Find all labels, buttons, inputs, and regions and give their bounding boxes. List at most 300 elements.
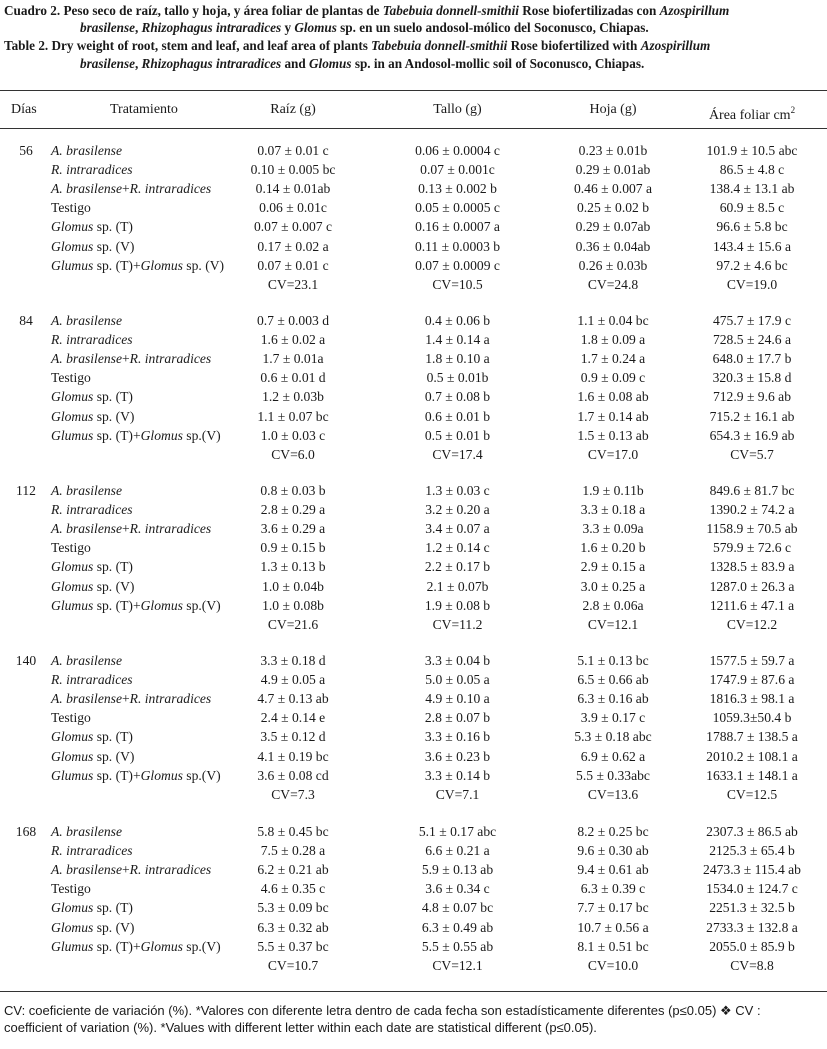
area-cell: 2733.3 ± 132.8 a — [706, 919, 798, 935]
treatment-text: + — [132, 257, 141, 273]
treatment-italic: Glumus — [51, 257, 94, 273]
treatment-cell — [51, 330, 133, 349]
table-row — [0, 368, 827, 387]
table-row — [0, 596, 827, 615]
caption-en-text: Rose biofertilized with — [507, 38, 641, 54]
hoja-cell: 3.0 ± 0.25 a — [580, 578, 646, 594]
raiz-cell: 0.07 ± 0.01 c — [257, 257, 329, 273]
tallo-cell: 0.05 ± 0.0005 c — [415, 200, 500, 216]
treatment-text: Testigo — [51, 881, 91, 897]
raiz-cell: 2.4 ± 0.14 e — [260, 710, 326, 726]
cv-cell: CV=10.5 — [432, 276, 483, 292]
area-cell: 2251.3 ± 32.5 b — [709, 900, 795, 916]
tallo-cell: 1.8 ± 0.10 a — [425, 351, 490, 367]
area-cell: 101.9 ± 10.5 abc — [706, 143, 798, 158]
hoja-cell: 0.26 ± 0.03b — [578, 257, 648, 273]
cv-cell: CV=5.7 — [730, 446, 774, 462]
cv-cell: CV=12.1 — [587, 616, 639, 632]
tallo-cell: 2.1 ± 0.07b — [426, 578, 489, 594]
caption-es-text: Cuadro 2. Peso seco de raíz, tallo y hoja, y área foliar de plantas de — [4, 3, 383, 18]
hoja-cell: 0.25 ± 0.02 b — [576, 200, 650, 216]
tallo-cell: 4.9 ± 0.10 a — [425, 691, 490, 707]
raiz-cell: 1.6 ± 0.02 a — [260, 332, 326, 348]
day-cell: 140 — [15, 653, 37, 668]
caption-en-text: , — [134, 55, 142, 71]
caption-en-text: sp. in an Andosol-mollic soil of Soconusco, Chiapas. — [351, 55, 645, 71]
area-cell: 2307.3 ± 86.5 ab — [706, 824, 798, 839]
raiz-cell: 4.1 ± 0.19 bc — [257, 748, 329, 764]
treatment-italic: Glumus — [51, 938, 94, 954]
caption-en — [4, 37, 824, 71]
treatment-cell — [51, 217, 133, 236]
area-cell: 138.4 ± 13.1 ab — [709, 181, 795, 197]
area-cell: 1158.9 ± 70.5 ab — [706, 521, 798, 537]
header-tratamiento: Tratamiento — [110, 102, 178, 117]
tallo-cell: 3.2 ± 0.20 a — [425, 502, 490, 518]
treatment-italic: R. intraradices — [129, 862, 212, 878]
treatment-italic: R. intraradices — [51, 672, 133, 688]
table-row — [0, 407, 827, 426]
footnote — [4, 1002, 824, 1036]
table-row — [0, 708, 827, 727]
treatment-text: Testigo — [51, 370, 91, 386]
cv-cell: CV=10.7 — [267, 957, 319, 973]
cv-cell: CV=11.2 — [432, 616, 483, 632]
treatment-italic: R. intraradices — [129, 691, 212, 707]
raiz-cell: 1.2 ± 0.03b — [262, 389, 324, 405]
caption-es-epithet: brasilense — [80, 20, 135, 36]
tallo-cell: 0.7 ± 0.08 b — [424, 389, 491, 405]
treatment-cell — [51, 368, 91, 387]
caption-en-genus: Azospirillum — [640, 38, 711, 54]
table-row — [0, 747, 827, 766]
treatment-italic: Glomus — [51, 919, 94, 935]
header-raiz: Raíz (g) — [270, 102, 316, 117]
treatment-cell — [51, 596, 221, 615]
table-row — [0, 198, 827, 217]
treatment-text: sp. (V) — [93, 238, 135, 254]
caption-es-text: y — [281, 20, 295, 36]
table-row — [0, 766, 827, 785]
area-cell: 712.9 ± 9.6 ab — [712, 389, 792, 405]
header-dias: Días — [11, 102, 37, 117]
hoja-cell: 3.3 ± 0.18 a — [580, 502, 646, 518]
cv-cell: CV=21.6 — [267, 616, 319, 632]
raiz-cell: 4.6 ± 0.35 c — [260, 881, 326, 897]
tallo-cell: 0.13 ± 0.002 b — [418, 181, 497, 197]
treatment-text: sp. (V) — [93, 408, 135, 424]
table-row — [0, 557, 827, 576]
treatment-cell — [51, 237, 134, 256]
treatment-cell — [51, 898, 133, 917]
treatment-italic: R. intraradices — [51, 843, 133, 859]
area-cell: 143.4 ± 15.6 a — [712, 238, 792, 254]
day-cell: 112 — [16, 483, 36, 498]
treatment-italic: Glumus — [51, 427, 94, 443]
hoja-cell: 1.7 ± 0.14 ab — [577, 408, 649, 424]
raiz-cell: 0.07 ± 0.01 c — [257, 143, 329, 158]
raiz-cell: 0.9 ± 0.15 b — [260, 540, 326, 556]
treatment-cell — [51, 918, 134, 937]
table-row — [0, 727, 827, 746]
bottom-rule — [0, 991, 827, 992]
area-cell: 2473.3 ± 115.4 ab — [703, 862, 801, 878]
treatment-italic: Glomus — [140, 938, 183, 954]
treatment-cell — [51, 708, 91, 727]
raiz-cell: 0.17 ± 0.02 a — [257, 238, 329, 254]
raiz-cell: 1.0 ± 0.08b — [262, 597, 324, 613]
treatment-italic: R. intraradices — [129, 351, 212, 367]
table-row — [0, 689, 827, 708]
table-row — [0, 141, 827, 160]
treatment-text: sp. (T) — [93, 597, 133, 613]
treatment-cell — [51, 841, 133, 860]
hoja-cell: 6.5 ± 0.66 ab — [577, 672, 649, 688]
area-cell: 1633.1 ± 148.1 a — [706, 767, 798, 783]
treatment-cell — [51, 500, 133, 519]
raiz-cell: 0.14 ± 0.01ab — [255, 181, 331, 197]
treatment-italic: A. brasilense — [51, 351, 122, 367]
table-row — [0, 256, 827, 275]
hoja-cell: 7.7 ± 0.17 bc — [577, 900, 649, 916]
treatment-cell — [51, 670, 133, 689]
area-cell: 1816.3 ± 98.1 a — [709, 691, 795, 707]
hoja-cell: 1.6 ± 0.20 b — [580, 540, 646, 556]
treatment-italic: R. intraradices — [129, 181, 212, 197]
table-row — [0, 651, 827, 670]
cv-cell: CV=12.2 — [726, 616, 778, 632]
day-cell: 84 — [19, 313, 33, 328]
treatment-text: Testigo — [51, 540, 91, 556]
treatment-italic: Glomus — [140, 427, 183, 443]
treatment-italic: Glumus — [51, 767, 94, 783]
raiz-cell: 0.10 ± 0.005 bc — [250, 162, 336, 178]
cv-cell: CV=13.6 — [587, 786, 639, 802]
area-cell: 1788.7 ± 138.5 a — [706, 729, 798, 745]
tallo-cell: 0.16 ± 0.0007 a — [415, 219, 500, 235]
treatment-text: sp. (V) — [182, 257, 225, 273]
tallo-cell: 2.2 ± 0.17 b — [424, 559, 491, 575]
treatment-text: sp. (T) — [93, 900, 133, 916]
treatment-text: sp. (V) — [93, 919, 135, 935]
raiz-cell: 0.06 ± 0.01c — [259, 200, 327, 216]
treatment-italic: A. brasilense — [51, 824, 122, 839]
treatment-cell — [51, 481, 122, 500]
area-cell: 86.5 ± 4.8 c — [719, 162, 785, 178]
caption-es-glomus: Glomus — [294, 20, 337, 36]
area-cell: 1390.2 ± 74.2 a — [709, 502, 795, 518]
raiz-cell: 2.8 ± 0.29 a — [260, 502, 326, 518]
treatment-italic: Glomus — [51, 238, 94, 254]
treatment-cell — [51, 426, 221, 445]
hoja-cell: 1.9 ± 0.11b — [582, 483, 644, 498]
hoja-cell: 10.7 ± 0.56 a — [577, 919, 649, 935]
treatment-text: Testigo — [51, 200, 91, 216]
treatment-text: sp. (T) — [93, 729, 133, 745]
treatment-text: + — [132, 597, 141, 613]
area-cell: 97.2 ± 4.6 bc — [716, 257, 788, 273]
treatment-cell — [51, 311, 122, 330]
table-caption — [4, 2, 824, 73]
treatment-cell — [51, 349, 211, 368]
cv-row — [0, 275, 827, 294]
tallo-cell: 0.5 ± 0.01 b — [424, 427, 491, 443]
raiz-cell: 1.0 ± 0.04b — [262, 578, 324, 594]
hoja-cell: 9.6 ± 0.30 ab — [577, 843, 649, 859]
table-row — [0, 841, 827, 860]
table-row — [0, 311, 827, 330]
area-cell: 648.0 ± 17.7 b — [712, 351, 792, 367]
cv-cell: CV=7.3 — [271, 786, 315, 802]
table-row — [0, 937, 827, 956]
cv-cell: CV=12.5 — [726, 786, 778, 802]
area-cell: 715.2 ± 16.1 ab — [709, 408, 795, 424]
tallo-cell: 4.8 ± 0.07 bc — [421, 900, 494, 916]
table-row — [0, 160, 827, 179]
treatment-cell — [51, 822, 122, 841]
tallo-cell: 3.6 ± 0.34 c — [425, 881, 490, 897]
caption-en-text: and — [281, 55, 310, 71]
cv-cell: CV=23.1 — [267, 276, 319, 292]
treatment-cell — [51, 727, 133, 746]
tallo-cell: 0.06 ± 0.0004 c — [415, 143, 500, 158]
table-row — [0, 387, 827, 406]
table-row — [0, 481, 827, 500]
tallo-cell: 0.6 ± 0.01 b — [424, 408, 491, 424]
table-row — [0, 217, 827, 236]
area-cell: 1287.0 ± 26.3 a — [709, 578, 795, 594]
tallo-cell: 1.4 ± 0.14 a — [425, 332, 490, 348]
treatment-italic: Glomus — [140, 767, 183, 783]
treatment-cell — [51, 179, 211, 198]
area-cell: 320.3 ± 15.8 d — [712, 370, 792, 386]
caption-en-rhizo: Rhizophagus intraradices — [141, 55, 282, 71]
treatment-italic: R. intraradices — [51, 502, 133, 518]
tallo-cell: 5.9 ± 0.13 ab — [421, 862, 494, 878]
raiz-cell: 7.5 ± 0.28 a — [260, 843, 326, 859]
treatment-text: sp.(V) — [182, 938, 221, 954]
treatment-italic: A. brasilense — [51, 691, 122, 707]
tallo-cell: 6.6 ± 0.21 a — [425, 843, 490, 859]
header-area-foliar — [690, 100, 814, 126]
treatment-cell — [51, 141, 122, 160]
table-row — [0, 330, 827, 349]
header-area-text: Área foliar cm — [708, 108, 791, 123]
area-cell: 2055.0 ± 85.9 b — [709, 938, 795, 954]
treatment-cell — [51, 557, 133, 576]
cv-cell: CV=17.4 — [432, 446, 483, 462]
treatment-italic: Glomus — [51, 219, 94, 235]
hoja-cell: 1.6 ± 0.08 ab — [577, 389, 649, 405]
tallo-cell: 2.8 ± 0.07 b — [424, 710, 491, 726]
raiz-cell: 1.7 ± 0.01a — [262, 351, 324, 367]
caption-es-genus: Azospirillum — [659, 3, 730, 18]
treatment-italic: Glomus — [140, 257, 183, 273]
cv-cell: CV=24.8 — [587, 276, 639, 292]
treatment-text: + — [121, 181, 130, 197]
table-row — [0, 860, 827, 879]
treatment-text: sp. (T) — [93, 427, 133, 443]
treatment-italic: Glomus — [51, 900, 94, 916]
raiz-cell: 5.8 ± 0.45 bc — [257, 824, 329, 839]
caption-es-text: sp. en un suelo andosol-mólico del Soconusco, Chiapas. — [336, 20, 649, 36]
tallo-cell: 3.3 ± 0.04 b — [424, 653, 491, 668]
treatment-text: sp. (T) — [93, 559, 133, 575]
raiz-cell: 3.6 ± 0.29 a — [260, 521, 326, 537]
area-cell: 654.3 ± 16.9 ab — [709, 427, 795, 443]
treatment-italic: Glomus — [51, 389, 94, 405]
raiz-cell: 1.3 ± 0.13 b — [260, 559, 326, 575]
tallo-cell: 5.0 ± 0.05 a — [425, 672, 490, 688]
treatment-cell — [51, 387, 133, 406]
table-row — [0, 538, 827, 557]
treatment-text: + — [121, 862, 130, 878]
tallo-cell: 3.4 ± 0.07 a — [425, 521, 490, 537]
treatment-text: sp.(V) — [182, 597, 221, 613]
hoja-cell: 2.8 ± 0.06a — [582, 597, 644, 613]
cv-cell: CV=10.0 — [587, 957, 639, 973]
hoja-cell: 3.9 ± 0.17 c — [580, 710, 646, 726]
tallo-cell: 0.07 ± 0.001c — [420, 162, 495, 178]
cv-row — [0, 956, 827, 975]
area-cell: 1577.5 ± 59.7 a — [709, 653, 795, 668]
treatment-italic: R. intraradices — [51, 162, 133, 178]
table-row — [0, 237, 827, 256]
area-cell: 60.9 ± 8.5 c — [719, 200, 785, 216]
tallo-cell: 3.3 ± 0.14 b — [424, 767, 491, 783]
raiz-cell: 4.9 ± 0.05 a — [260, 672, 326, 688]
table-row — [0, 519, 827, 538]
hoja-cell: 0.23 ± 0.01b — [578, 143, 648, 158]
area-cell: 1059.3±50.4 b — [712, 710, 792, 726]
footnote-line-1: CV: coeficiente de variación (%). *Valores con diferente letra dentro de cada fecha son estadísticamente diferentes (p≤0.05) ❖ CV : — [4, 1003, 761, 1018]
treatment-cell — [51, 689, 211, 708]
header-area-sup: 2 — [790, 105, 796, 115]
treatment-text: + — [121, 521, 130, 537]
treatment-text: sp. (T) — [93, 219, 133, 235]
hoja-cell: 1.7 ± 0.24 a — [580, 351, 646, 367]
treatment-cell — [51, 256, 224, 275]
day-cell: 168 — [15, 824, 37, 839]
table-row — [0, 179, 827, 198]
raiz-cell: 6.3 ± 0.32 ab — [257, 919, 329, 935]
tallo-cell: 0.07 ± 0.0009 c — [415, 257, 500, 273]
table-row — [0, 918, 827, 937]
hoja-cell: 0.46 ± 0.007 a — [573, 181, 653, 197]
treatment-italic: Glomus — [51, 578, 94, 594]
treatment-italic: Glomus — [51, 408, 94, 424]
cv-cell: CV=12.1 — [432, 957, 483, 973]
treatment-cell — [51, 766, 221, 785]
tallo-cell: 1.9 ± 0.08 b — [424, 597, 491, 613]
hoja-cell: 6.3 ± 0.39 c — [580, 881, 646, 897]
hoja-cell: 5.1 ± 0.13 bc — [577, 653, 649, 668]
area-cell: 475.7 ± 17.9 c — [712, 313, 792, 328]
treatment-cell — [51, 538, 91, 557]
raiz-cell: 4.7 ± 0.13 ab — [257, 691, 329, 707]
caption-es — [4, 2, 824, 36]
caption-es-text: Rose biofertilizadas con — [518, 3, 660, 18]
treatment-text: sp.(V) — [182, 767, 221, 783]
raiz-cell: 5.3 ± 0.09 bc — [257, 900, 329, 916]
treatment-italic: Glomus — [140, 597, 183, 613]
header-hoja: Hoja (g) — [589, 102, 637, 117]
treatment-italic: A. brasilense — [51, 521, 122, 537]
cv-row — [0, 445, 827, 464]
treatment-italic: A. brasilense — [51, 313, 122, 328]
tallo-cell: 5.5 ± 0.55 ab — [421, 938, 494, 954]
treatment-cell — [51, 519, 211, 538]
treatment-text: + — [121, 351, 130, 367]
treatment-text: + — [132, 938, 141, 954]
tallo-cell: 6.3 ± 0.49 ab — [421, 919, 494, 935]
table-row — [0, 670, 827, 689]
raiz-cell: 5.5 ± 0.37 bc — [257, 938, 329, 954]
raiz-cell: 0.7 ± 0.003 d — [256, 313, 330, 328]
hoja-cell: 1.1 ± 0.04 bc — [577, 313, 649, 328]
hoja-cell: 0.29 ± 0.07ab — [575, 219, 651, 235]
hoja-cell: 9.4 ± 0.61 ab — [577, 862, 649, 878]
area-cell: 1328.5 ± 83.9 a — [709, 559, 795, 575]
treatment-italic: Glomus — [51, 748, 94, 764]
hoja-cell: 1.5 ± 0.13 ab — [577, 427, 649, 443]
caption-es-text: , — [134, 20, 142, 36]
treatment-italic: A. brasilense — [51, 862, 122, 878]
raiz-cell: 1.1 ± 0.07 bc — [257, 408, 329, 424]
tallo-cell: 0.4 ± 0.06 b — [424, 313, 491, 328]
cv-cell: CV=17.0 — [587, 446, 639, 462]
area-cell: 2010.2 ± 108.1 a — [706, 748, 798, 764]
hoja-cell: 2.9 ± 0.15 a — [580, 559, 646, 575]
raiz-cell: 3.6 ± 0.08 cd — [257, 767, 329, 783]
treatment-text: sp. (T) — [93, 767, 133, 783]
table-row — [0, 426, 827, 445]
hoja-cell: 8.1 ± 0.51 bc — [577, 938, 649, 954]
table-row — [0, 879, 827, 898]
treatment-text: + — [121, 691, 130, 707]
treatment-italic: A. brasilense — [51, 181, 122, 197]
treatment-text: + — [132, 427, 141, 443]
hoja-cell: 0.9 ± 0.09 c — [580, 370, 646, 386]
hoja-cell: 8.2 ± 0.25 bc — [577, 824, 649, 839]
day-cell: 56 — [19, 143, 33, 158]
footnote-line-2: coefficient of variation (%). *Values with different letter within each date are statistical different (p≤0.05). — [4, 1020, 597, 1035]
cv-row — [0, 785, 827, 804]
treatment-italic: A. brasilense — [51, 143, 122, 158]
caption-es-rhizo: Rhizophagus intraradices — [141, 20, 282, 36]
treatment-text: sp. (T) — [93, 257, 133, 273]
treatment-italic: Glomus — [51, 729, 94, 745]
area-cell: 1211.6 ± 47.1 a — [709, 597, 795, 613]
area-cell: 96.6 ± 5.8 bc — [716, 219, 788, 235]
treatment-text: sp. (T) — [93, 938, 133, 954]
top-rule — [0, 90, 827, 91]
treatment-cell — [51, 937, 221, 956]
area-cell: 1534.0 ± 124.7 c — [706, 881, 798, 897]
raiz-cell: 0.8 ± 0.03 b — [260, 483, 326, 498]
table-row — [0, 500, 827, 519]
hoja-cell: 6.3 ± 0.16 ab — [577, 691, 649, 707]
treatment-text: sp. (V) — [93, 578, 135, 594]
raiz-cell: 6.2 ± 0.21 ab — [257, 862, 329, 878]
hoja-cell: 0.36 ± 0.04ab — [575, 238, 651, 254]
area-cell: 728.5 ± 24.6 a — [712, 332, 792, 348]
raiz-cell: 3.5 ± 0.12 d — [260, 729, 326, 745]
caption-es-species: Tabebuia donnell-smithii — [382, 3, 519, 18]
hoja-cell: 5.3 ± 0.18 abc — [574, 729, 652, 745]
hoja-cell: 3.3 ± 0.09a — [582, 521, 644, 537]
table-row — [0, 898, 827, 917]
